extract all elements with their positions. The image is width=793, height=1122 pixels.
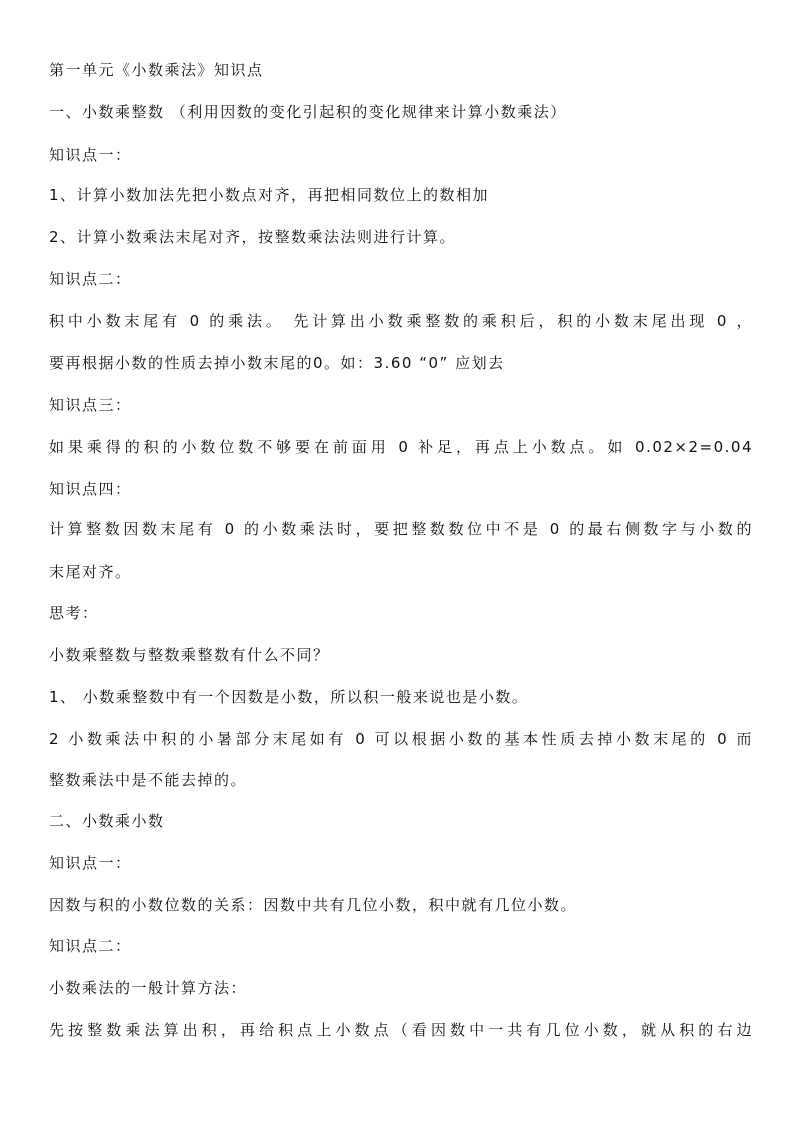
- knowledge-point-label: 知识点四：: [49, 480, 132, 498]
- knowledge-point-label: 知识点二：: [49, 270, 132, 288]
- paragraph: 整数乘法中是不能去掉的。: [49, 771, 248, 789]
- paragraph: 2、计算小数乘法末尾对齐，按整数乘法法则进行计算。: [49, 228, 457, 246]
- knowledge-point-label: 知识点二：: [49, 937, 132, 955]
- paragraph: 小数乘法的一般计算方法：: [49, 979, 248, 997]
- question: 小数乘整数与整数乘整数有什么不同？: [49, 646, 330, 664]
- section-heading-1: 一、小数乘整数 （利用因数的变化引起积的变化规律来计算小数乘法）: [49, 103, 567, 121]
- knowledge-point-label: 知识点一：: [49, 146, 132, 164]
- paragraph: 因数与积的小数位数的关系：因数中共有几位小数，积中就有几位小数。: [49, 896, 578, 914]
- paragraph: 先按整数乘法算出积，再给积点上小数点（看因数中一共有几位小数，就从积的右边: [49, 1021, 753, 1039]
- paragraph: 2 小数乘法中积的小暑部分末尾如有 0 可以根据小数的基本性质去掉小数末尾的 0 而: [49, 730, 753, 748]
- paragraph: 要再根据小数的性质去掉小数末尾的0。如：3.60 “0” 应划去: [49, 354, 505, 372]
- thinking-label: 思考：: [49, 604, 99, 622]
- paragraph: 积中小数末尾有 0 的乘法。 先计算出小数乘整数的乘积后，积的小数末尾出现 0 ，: [49, 312, 753, 330]
- knowledge-point-label: 知识点三：: [49, 396, 132, 414]
- doc-title: 第一单元《小数乘法》知识点: [49, 61, 264, 79]
- section-heading-2: 二、小数乘小数: [49, 812, 165, 830]
- paragraph: 末尾对齐。: [49, 563, 132, 581]
- knowledge-point-label: 知识点一：: [49, 854, 132, 872]
- paragraph: 1、计算小数加法先把小数点对齐，再把相同数位上的数相加: [49, 186, 490, 204]
- paragraph: 如果乘得的积的小数位数不够要在前面用 0 补足，再点上小数点。如 0.02×2=0.04: [49, 438, 753, 456]
- paragraph: 1、 小数乘整数中有一个因数是小数，所以积一般来说也是小数。: [49, 688, 529, 706]
- paragraph: 计算整数因数末尾有 0 的小数乘法时，要把整数数位中不是 0 的最右侧数字与小数的: [49, 520, 753, 538]
